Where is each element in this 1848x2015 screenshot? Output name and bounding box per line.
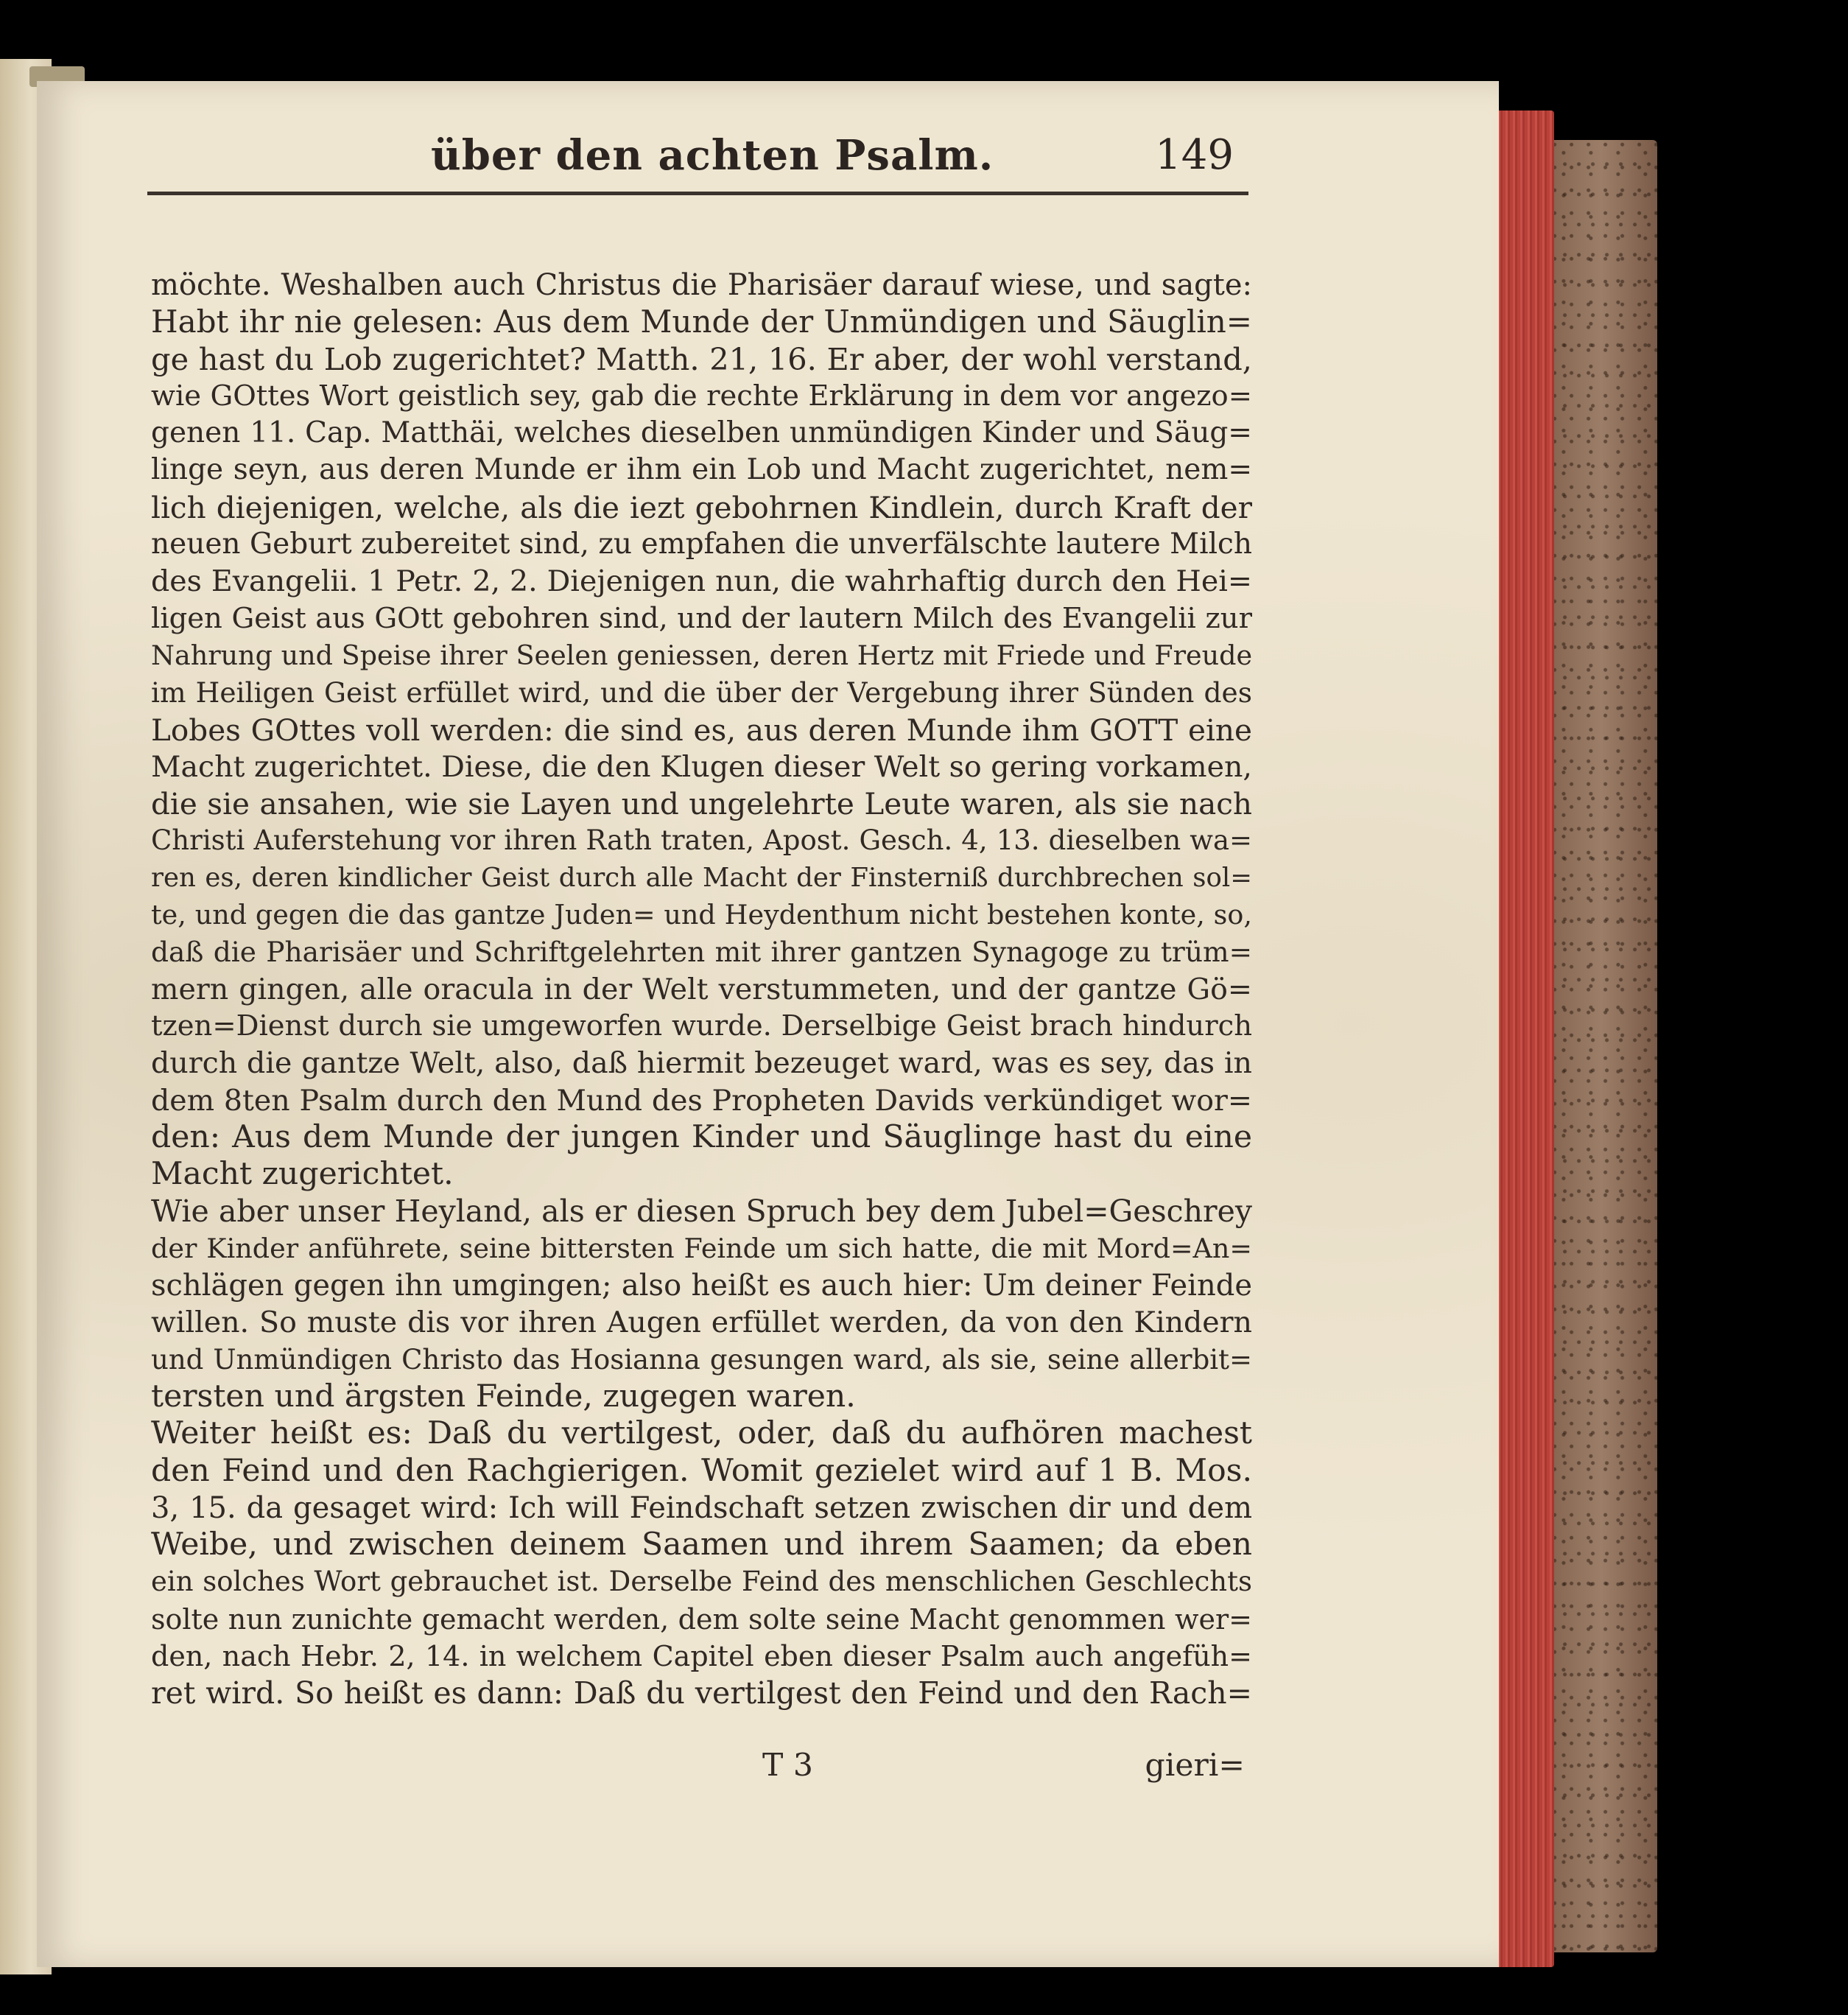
running-head: über den achten Psalm. <box>431 131 994 180</box>
text-line: neuen Geburt zubereitet sind, zu empfahen die unverfälschte lautere Milch <box>151 528 1252 561</box>
text-line: genen 11. Cap. Matthäi, welches dieselben unmündigen Kinder und Säug= <box>151 416 1252 450</box>
text-line: 3, 15. da gesaget wird: Ich will Feindschaft setzen zwischen dir und dem <box>151 1490 1252 1525</box>
catchword: gieri= <box>1145 1748 1245 1784</box>
text-line: ein solches Wort gebrauchet ist. Derselbe Feind des menschlichen Geschlechts <box>151 1566 1252 1598</box>
text-line: linge seyn, aus deren Munde er ihm ein Lob und Macht zugerichtet, nem= <box>151 453 1252 487</box>
text-line: den Feind und den Rachgierigen. Womit gezielet wird auf 1 B. Mos. <box>151 1452 1252 1489</box>
text-line: ligen Geist aus GOtt gebohren sind, und der lautern Milch des Evangelii zur <box>151 601 1252 635</box>
text-line: ret wird. So heißt es dann: Daß du vertilgest den Feind und den Rach= <box>151 1675 1252 1711</box>
text-line: möchte. Weshalben auch Christus die Pharisäer darauf wiese, und sagte: <box>151 268 1252 302</box>
red-page-edges <box>1495 111 1554 1967</box>
text-line: den: Aus dem Munde der jungen Kinder und Säuglinge hast du eine <box>151 1118 1252 1155</box>
text-line: wie GOttes Wort geistlich sey, gab die rechte Erklärung in dem vor angezo= <box>151 379 1252 413</box>
text-line: Weiter heißt es: Daß du vertilgest, oder, daß du aufhören machest <box>151 1415 1252 1452</box>
text-line: ren es, deren kindlicher Geist durch alle Macht der Finsterniß durchbrechen sol= <box>151 862 1252 893</box>
text-line: Wie aber unser Heyland, als er diesen Spruch bey dem Jubel=Geschrey <box>151 1194 1252 1230</box>
text-line: des Evangelii. 1 Petr. 2, 2. Diejenigen nun, die wahrhaftig durch den Hei= <box>151 564 1252 599</box>
text-line: solte nun zunichte gemacht werden, dem solte seine Macht genommen wer= <box>151 1602 1252 1636</box>
signature-mark: T 3 <box>762 1748 813 1784</box>
text-line: willen. So muste dis vor ihren Augen erfüllet werden, da von den Kindern <box>151 1306 1252 1340</box>
text-line: Lobes GOttes voll werden: die sind es, aus deren Munde ihm GOTT eine <box>151 712 1252 748</box>
text-line: Macht zugerichtet. Diese, die den Klugen dieser Welt so gering vorkamen, <box>151 749 1252 784</box>
text-line: te, und gegen die das gantze Juden= und Heydenthum nicht bestehen konte, so, <box>151 899 1252 931</box>
text-line: Habt ihr nie gelesen: Aus dem Munde der Unmündigen und Säuglin= <box>151 304 1252 340</box>
text-line: ge hast du Lob zugerichtet? Matth. 21, 16. Er aber, der wohl verstand, <box>151 340 1252 377</box>
text-line: tzen=Dienst durch sie umgeworfen wurde. Derselbige Geist brach hindurch <box>151 1009 1252 1042</box>
page-header <box>147 125 1248 199</box>
text-line: Weibe, und zwischen deinem Saamen und ihrem Saamen; da eben <box>151 1527 1252 1563</box>
text-line: lich diejenigen, welche, als die iezt gebohrnen Kindlein, durch Kraft der <box>151 489 1252 525</box>
text-line: schlägen gegen ihn umgingen; also heißt es auch hier: Um deiner Feinde <box>151 1269 1252 1303</box>
text-line: den, nach Hebr. 2, 14. in welchem Capitel eben dieser Psalm auch angefüh= <box>151 1639 1252 1672</box>
text-line: durch die gantze Welt, also, daß hiermit bezeuget ward, was es sey, das in <box>151 1046 1252 1081</box>
text-line: die sie ansahen, wie sie Layen und ungelehrte Leute waren, als sie nach <box>151 786 1252 822</box>
text-line: Christi Auferstehung vor ihren Rath traten, Apost. Gesch. 4, 13. dieselben wa= <box>151 824 1252 857</box>
page-footer <box>151 1748 1252 1792</box>
text-line: dem 8ten Psalm durch den Mund des Propheten Davids verkündiget wor= <box>151 1083 1252 1118</box>
text-line: Nahrung und Speise ihrer Seelen geniessen, deren Hertz mit Friede und Freude <box>151 639 1252 671</box>
page-number: 149 <box>1155 131 1234 179</box>
text-line: Macht zugerichtet. <box>151 1156 454 1193</box>
text-line: daß die Pharisäer und Schriftgelehrten mit ihrer gantzen Synagoge zu trüm= <box>151 936 1252 969</box>
text-line: der Kinder anführete, seine bittersten Feinde um sich hatte, die mit Mord=An= <box>151 1232 1252 1264</box>
header-rule <box>147 192 1248 195</box>
text-line: mern gingen, alle oracula in der Welt verstummeten, und der gantze Gö= <box>151 972 1252 1006</box>
text-line: und Unmündigen Christo das Hosianna gesungen ward, als sie, seine allerbit= <box>151 1343 1252 1376</box>
body-text <box>151 267 1252 1712</box>
text-line: im Heiligen Geist erfüllet wird, und die über der Vergebung ihrer Sünden des <box>151 676 1252 709</box>
text-line: tersten und ärgsten Feinde, zugegen waren. <box>151 1378 856 1415</box>
